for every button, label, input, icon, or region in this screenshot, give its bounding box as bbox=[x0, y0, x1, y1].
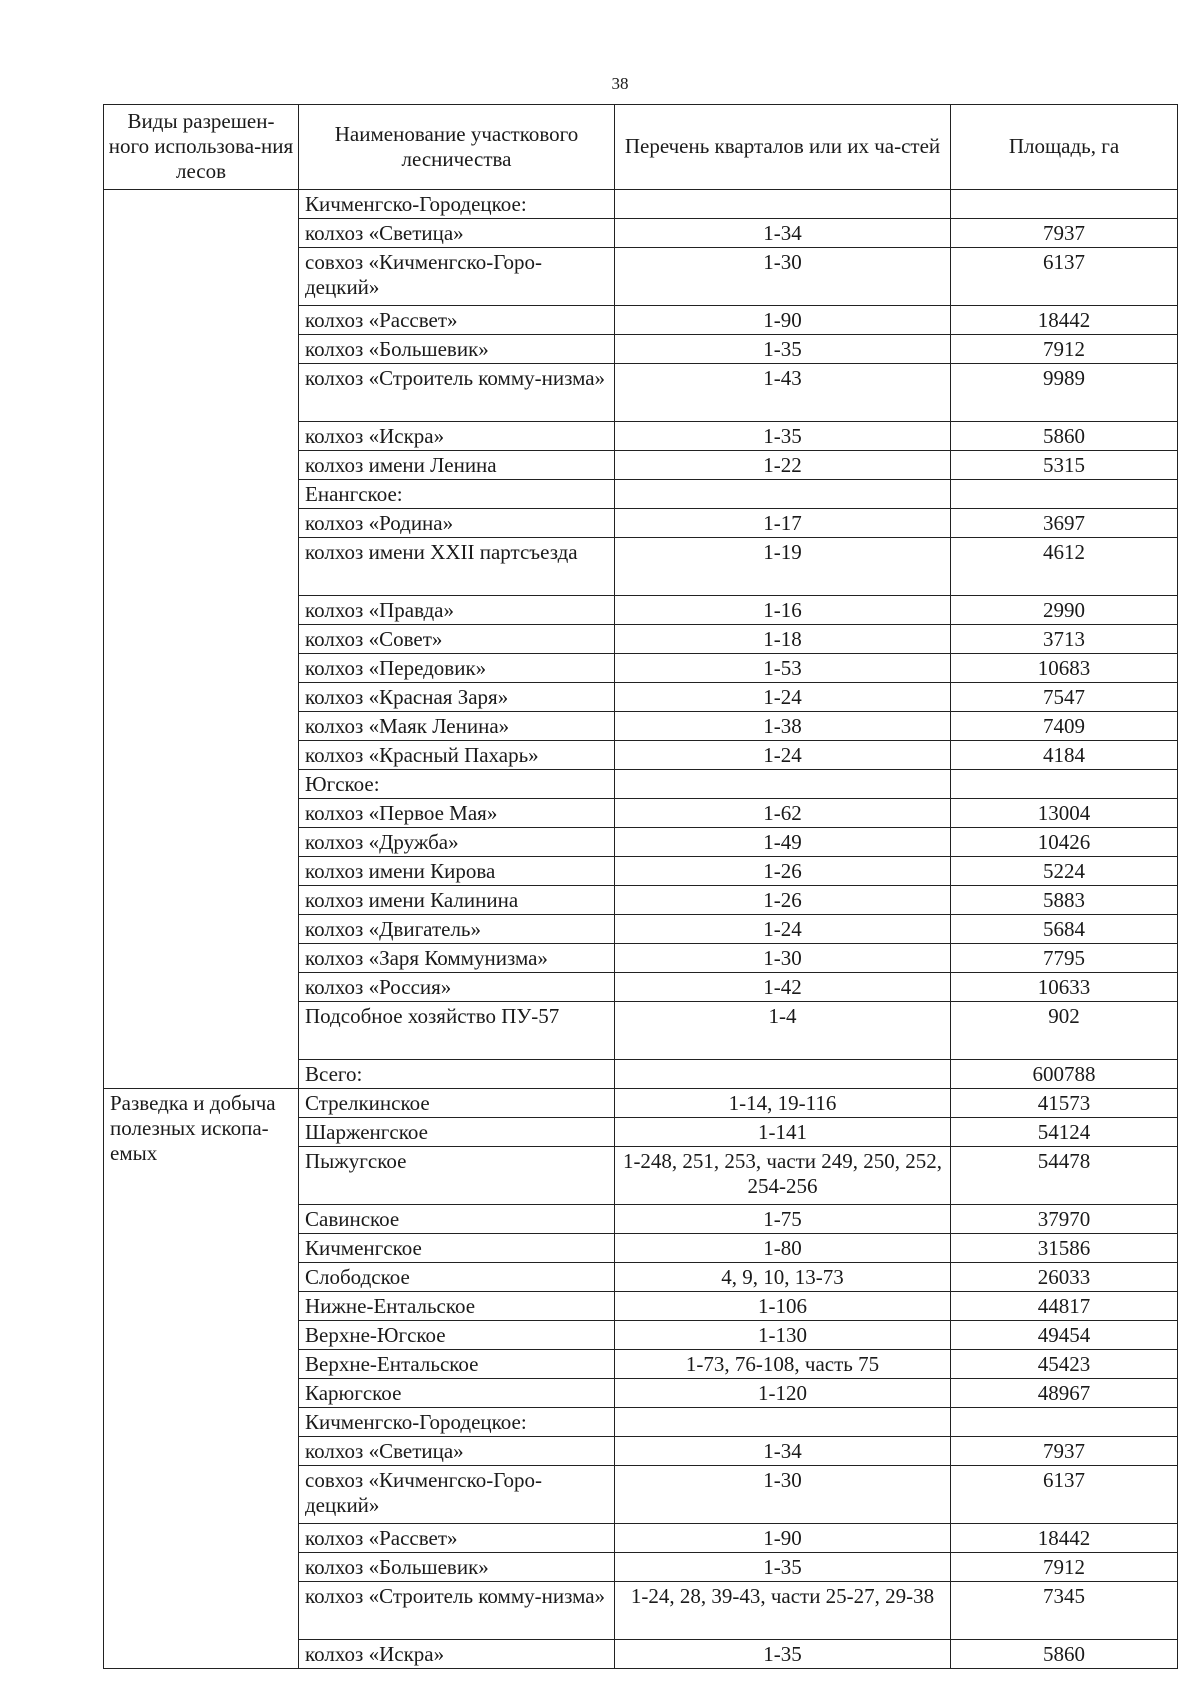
forestry-name-cell: Верхне-Ентальское bbox=[299, 1349, 615, 1378]
forestry-name-cell: Всего: bbox=[299, 1059, 615, 1088]
quarters-cell: 1-26 bbox=[615, 885, 951, 914]
area-cell: 4184 bbox=[951, 740, 1178, 769]
quarters-cell: 1-26 bbox=[615, 856, 951, 885]
forestry-name-cell: колхоз «Большевик» bbox=[299, 334, 615, 363]
quarters-cell: 1-18 bbox=[615, 624, 951, 653]
area-cell: 5684 bbox=[951, 914, 1178, 943]
area-cell: 5860 bbox=[951, 1639, 1178, 1668]
forestry-name-cell: колхоз «Родина» bbox=[299, 508, 615, 537]
quarters-cell: 1-130 bbox=[615, 1320, 951, 1349]
area-cell: 7345 bbox=[951, 1581, 1178, 1639]
quarters-cell: 1-141 bbox=[615, 1117, 951, 1146]
section-2-body bbox=[104, 1088, 1178, 1668]
forestry-name-cell: Кичменгско-Городецкое: bbox=[299, 1407, 615, 1436]
quarters-cell: 1-30 bbox=[615, 943, 951, 972]
area-cell: 3713 bbox=[951, 624, 1178, 653]
quarters-cell: 1-248, 251, 253, части 249, 250, 252, 254-256 bbox=[615, 1146, 951, 1204]
area-cell: 7409 bbox=[951, 711, 1178, 740]
quarters-cell: 1-30 bbox=[615, 247, 951, 305]
forestry-name-cell: Енангское: bbox=[299, 479, 615, 508]
quarters-cell bbox=[615, 479, 951, 508]
area-cell: 13004 bbox=[951, 798, 1178, 827]
quarters-cell: 1-90 bbox=[615, 1523, 951, 1552]
forestry-name-cell: колхоз «Красная Заря» bbox=[299, 682, 615, 711]
area-cell: 10426 bbox=[951, 827, 1178, 856]
area-cell: 7912 bbox=[951, 334, 1178, 363]
forestry-name-cell: колхоз «Рассвет» bbox=[299, 1523, 615, 1552]
forestry-name-cell: колхоз «Заря Коммунизма» bbox=[299, 943, 615, 972]
area-cell: 7937 bbox=[951, 1436, 1178, 1465]
area-cell: 7547 bbox=[951, 682, 1178, 711]
forest-use-table bbox=[103, 104, 1178, 1669]
area-cell: 7937 bbox=[951, 218, 1178, 247]
quarters-cell: 1-35 bbox=[615, 334, 951, 363]
quarters-cell: 1-106 bbox=[615, 1291, 951, 1320]
forestry-name-cell: колхоз «Совет» bbox=[299, 624, 615, 653]
forestry-name-cell: Югское: bbox=[299, 769, 615, 798]
quarters-cell: 1-22 bbox=[615, 450, 951, 479]
area-cell: 7795 bbox=[951, 943, 1178, 972]
area-cell: 9989 bbox=[951, 363, 1178, 421]
quarters-cell bbox=[615, 769, 951, 798]
header-quarters: Перечень кварталов или их ча-стей bbox=[615, 105, 951, 190]
use-kind-cell bbox=[104, 189, 299, 1088]
quarters-cell: 1-34 bbox=[615, 218, 951, 247]
area-cell: 6137 bbox=[951, 247, 1178, 305]
quarters-cell: 1-38 bbox=[615, 711, 951, 740]
area-cell: 5883 bbox=[951, 885, 1178, 914]
forestry-name-cell: колхоз «Правда» bbox=[299, 595, 615, 624]
area-cell: 45423 bbox=[951, 1349, 1178, 1378]
quarters-cell: 1-4 bbox=[615, 1001, 951, 1059]
page-number: 38 bbox=[611, 74, 629, 93]
area-cell: 5860 bbox=[951, 421, 1178, 450]
area-cell: 6137 bbox=[951, 1465, 1178, 1523]
area-cell: 26033 bbox=[951, 1262, 1178, 1291]
quarters-cell: 1-80 bbox=[615, 1233, 951, 1262]
header-forestry: Наименование участкового лесничества bbox=[299, 105, 615, 190]
quarters-cell: 1-17 bbox=[615, 508, 951, 537]
area-cell: 4612 bbox=[951, 537, 1178, 595]
quarters-cell: 1-16 bbox=[615, 595, 951, 624]
area-cell: 54124 bbox=[951, 1117, 1178, 1146]
forestry-name-cell: Верхне-Югское bbox=[299, 1320, 615, 1349]
forestry-name-cell: колхоз «Строитель комму-низма» bbox=[299, 1581, 615, 1639]
quarters-cell: 1-19 bbox=[615, 537, 951, 595]
area-cell: 31586 bbox=[951, 1233, 1178, 1262]
forestry-name-cell: Кичменгско-Городецкое: bbox=[299, 189, 615, 218]
quarters-cell: 1-35 bbox=[615, 421, 951, 450]
quarters-cell: 4, 9, 10, 13-73 bbox=[615, 1262, 951, 1291]
forestry-name-cell: Кичменгское bbox=[299, 1233, 615, 1262]
area-cell: 5315 bbox=[951, 450, 1178, 479]
area-cell: 10683 bbox=[951, 653, 1178, 682]
area-cell: 10633 bbox=[951, 972, 1178, 1001]
area-cell: 41573 bbox=[951, 1088, 1178, 1117]
area-cell: 48967 bbox=[951, 1378, 1178, 1407]
area-cell bbox=[951, 189, 1178, 218]
quarters-cell: 1-49 bbox=[615, 827, 951, 856]
area-cell bbox=[951, 1407, 1178, 1436]
quarters-cell: 1-35 bbox=[615, 1552, 951, 1581]
quarters-cell: 1-62 bbox=[615, 798, 951, 827]
forestry-name-cell: колхоз «Красный Пахарь» bbox=[299, 740, 615, 769]
area-cell: 18442 bbox=[951, 1523, 1178, 1552]
forestry-name-cell: колхоз имени Калинина bbox=[299, 885, 615, 914]
area-cell: 49454 bbox=[951, 1320, 1178, 1349]
forestry-name-cell: колхоз «Большевик» bbox=[299, 1552, 615, 1581]
forestry-name-cell: колхоз «Искра» bbox=[299, 421, 615, 450]
area-cell: 37970 bbox=[951, 1204, 1178, 1233]
area-cell: 2990 bbox=[951, 595, 1178, 624]
area-cell: 44817 bbox=[951, 1291, 1178, 1320]
area-cell: 902 bbox=[951, 1001, 1178, 1059]
forestry-name-cell: колхоз «Маяк Ленина» bbox=[299, 711, 615, 740]
forestry-name-cell: колхоз «Россия» bbox=[299, 972, 615, 1001]
area-cell bbox=[951, 769, 1178, 798]
forestry-name-cell: Шарженгское bbox=[299, 1117, 615, 1146]
section-1-body bbox=[104, 189, 1178, 1088]
table-row bbox=[104, 1088, 1178, 1117]
quarters-cell bbox=[615, 1407, 951, 1436]
forestry-name-cell: Савинское bbox=[299, 1204, 615, 1233]
quarters-cell: 1-73, 76-108, часть 75 bbox=[615, 1349, 951, 1378]
table-header-row bbox=[104, 105, 1178, 190]
forestry-name-cell: колхоз «Первое Мая» bbox=[299, 798, 615, 827]
forestry-name-cell: колхоз «Дружба» bbox=[299, 827, 615, 856]
forestry-name-cell: совхоз «Кичменгско-Горо-децкий» bbox=[299, 247, 615, 305]
forestry-name-cell: колхоз имени Ленина bbox=[299, 450, 615, 479]
forestry-name-cell: колхоз «Двигатель» bbox=[299, 914, 615, 943]
quarters-cell: 1-30 bbox=[615, 1465, 951, 1523]
area-cell: 7912 bbox=[951, 1552, 1178, 1581]
forestry-name-cell: колхоз «Рассвет» bbox=[299, 305, 615, 334]
quarters-cell: 1-75 bbox=[615, 1204, 951, 1233]
area-cell: 18442 bbox=[951, 305, 1178, 334]
quarters-cell: 1-24, 28, 39-43, части 25-27, 29-38 bbox=[615, 1581, 951, 1639]
forestry-name-cell: колхоз «Искра» bbox=[299, 1639, 615, 1668]
use-kind-cell: Разведка и добыча полезных ископа-емых bbox=[104, 1088, 299, 1668]
area-cell: 3697 bbox=[951, 508, 1178, 537]
table-row bbox=[104, 189, 1178, 218]
forestry-name-cell: Слободское bbox=[299, 1262, 615, 1291]
quarters-cell bbox=[615, 189, 951, 218]
quarters-cell: 1-42 bbox=[615, 972, 951, 1001]
quarters-cell: 1-120 bbox=[615, 1378, 951, 1407]
forestry-name-cell: совхоз «Кичменгско-Горо-децкий» bbox=[299, 1465, 615, 1523]
header-area: Площадь, га bbox=[951, 105, 1178, 190]
forestry-name-cell: колхоз имени Кирова bbox=[299, 856, 615, 885]
area-cell: 54478 bbox=[951, 1146, 1178, 1204]
quarters-cell: 1-24 bbox=[615, 740, 951, 769]
forestry-name-cell: колхоз «Светица» bbox=[299, 1436, 615, 1465]
quarters-cell: 1-24 bbox=[615, 682, 951, 711]
forestry-name-cell: колхоз «Светица» bbox=[299, 218, 615, 247]
quarters-cell: 1-43 bbox=[615, 363, 951, 421]
area-cell: 5224 bbox=[951, 856, 1178, 885]
quarters-cell: 1-14, 19-116 bbox=[615, 1088, 951, 1117]
forestry-name-cell: Стрелкинское bbox=[299, 1088, 615, 1117]
quarters-cell: 1-53 bbox=[615, 653, 951, 682]
quarters-cell: 1-34 bbox=[615, 1436, 951, 1465]
forestry-name-cell: колхоз имени XXII партсъезда bbox=[299, 537, 615, 595]
area-cell bbox=[951, 479, 1178, 508]
quarters-cell bbox=[615, 1059, 951, 1088]
forestry-name-cell: Пыжугское bbox=[299, 1146, 615, 1204]
forestry-name-cell: Карюгское bbox=[299, 1378, 615, 1407]
quarters-cell: 1-35 bbox=[615, 1639, 951, 1668]
forestry-name-cell: колхоз «Строитель комму-низма» bbox=[299, 363, 615, 421]
forestry-name-cell: Нижне-Ентальское bbox=[299, 1291, 615, 1320]
forestry-name-cell: колхоз «Передовик» bbox=[299, 653, 615, 682]
forestry-name-cell: Подсобное хозяйство ПУ-57 bbox=[299, 1001, 615, 1059]
area-cell: 600788 bbox=[951, 1059, 1178, 1088]
quarters-cell: 1-24 bbox=[615, 914, 951, 943]
header-kind: Виды разрешен-ного использова-ния лесов bbox=[104, 105, 299, 190]
quarters-cell: 1-90 bbox=[615, 305, 951, 334]
